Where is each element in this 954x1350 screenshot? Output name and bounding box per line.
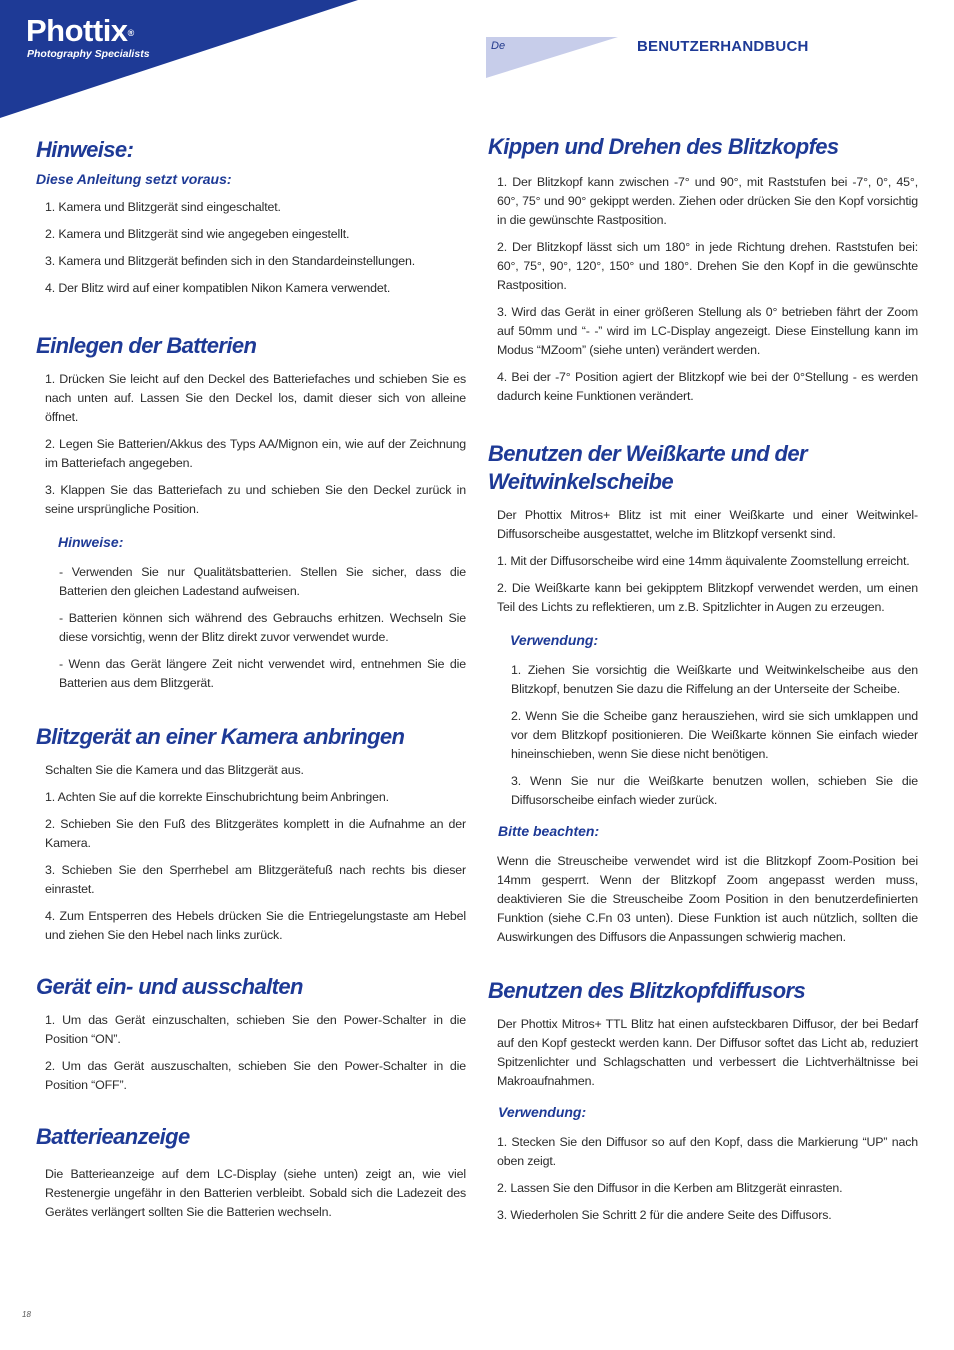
section-title: Gerät ein- und ausschalten: [36, 974, 303, 999]
section-batterien: [36, 332, 466, 693]
note-item: - Wenn das Gerät längere Zeit nicht verwendet wird, entnehmen Sie die Batterien aus dem Blitzgerät.: [59, 657, 466, 690]
note-item: - Verwenden Sie nur Qualitätsbatterien. Stellen Sie sicher, dass die Batterien den gleichen Ladestand aufweisen.: [59, 565, 466, 598]
logo-tagline: Photography Specialists: [27, 48, 150, 60]
list-item: 2. Der Blitzkopf lässt sich um 180° in jede Richtung drehen. Raststufen bei: 60°, 75°, 90°, 120°, 150° und 180°. Drehen Sie den Kopf in die gewünschte Rastposition.: [497, 240, 918, 292]
list-item: 3. Wiederholen Sie Schritt 2 für die andere Seite des Diffusors.: [497, 1208, 832, 1222]
list-item: 2. Die Weißkarte kann bei gekipptem Blitzkopf verwendet werden, um einen Teil des Lichts zu reflektieren, um z.B. Spitzlichter in Augen zu erzeugen.: [497, 581, 918, 614]
list-item: 1. Kamera und Blitzgerät sind eingeschaltet.: [45, 200, 281, 214]
intro-text: Schalten Sie die Kamera und das Blitzgerät aus.: [45, 763, 304, 777]
section-title: Einlegen der Batterien: [36, 333, 257, 358]
right-column: [488, 130, 918, 1233]
intro-text: Der Phottix Mitros+ Blitz ist mit einer Weißkarte und einer Weitwinkel-Diffusorscheibe ausgestattet, welche im Blitzkopf versenkt sind.: [497, 508, 918, 541]
section-einaus: [36, 973, 466, 1095]
section-diffusor: [488, 977, 918, 1225]
list-item: 4. Bei der -7° Position agiert der Blitzkopf wie bei der 0°Stellung - es werden dadurch keine Funktionen verändert.: [497, 370, 918, 403]
list-item: 2. Legen Sie Batterien/Akkus des Typs AA/Mignon ein, wie auf der Zeichnung im Batteriefach angegeben.: [45, 437, 466, 470]
language-code: De: [491, 40, 506, 52]
section-kippen: [488, 133, 918, 406]
list-item: 2. Kamera und Blitzgerät sind wie angegeben eingestellt.: [45, 227, 350, 241]
usage-title: Verwendung:: [510, 632, 599, 648]
paragraph: Die Batterieanzeige auf dem LC-Display (siehe unten) zeigt an, wie viel Restenergie ungefähr in den Batterien verbleibt. Sobald sich die Ladezeit des Gerätes verlängert sollten Sie die Batterien wechseln.: [45, 1167, 466, 1219]
list-item: 2. Um das Gerät auszuschalten, schieben Sie den Power-Schalter in die Position “OFF”.: [45, 1059, 466, 1092]
usage-item: 1. Ziehen Sie vorsichtig die Weißkarte und Weitwinkelscheibe aus den Blitzkopf, benutzen Sie dazu die Riffelung an der Unterseite der Scheibe.: [511, 663, 918, 696]
left-column: [36, 130, 466, 1230]
list-item: 1. Der Blitzkopf kann zwischen -7° und 90°, mit Raststufen bei -7°, 0°, 45°, 60°, 75° und 90° gekippt werden. Ziehen oder drücken Sie den Kopf vorsichtig in die gewünschte Rastposition.: [497, 175, 918, 227]
usage-item: 3. Wenn Sie nur die Weißkarte benutzen wollen, schieben Sie die Diffusorscheibe einfach wieder zurück.: [511, 774, 918, 807]
note-title: Bitte beachten:: [498, 823, 600, 839]
usage-item: 2. Wenn Sie die Scheibe ganz herausziehen, wird sie sich umklappen und vor dem Blitzkopf positionieren. Die Weißkarte können Sie einfach wieder hineinschieben, wenn Sie diese nicht benötigen.: [511, 709, 918, 761]
intro-text: Der Phottix Mitros+ TTL Blitz hat einen aufsteckbaren Diffusor, der bei Bedarf auf den Kopf gesteckt werden kann. Der Diffusor softet das Licht ab, reduziert Spitzenlichter und Schlagschatten und verbessert die Lichtverhältnisse bei Makroaufnahmen.: [497, 1017, 918, 1088]
note-text: Wenn die Streuscheibe verwendet wird ist die Blitzkopf Zoom-Position bei 14mm gesperrt. Wenn der Blitzkopf Zoom angepasst werden muss, deaktivieren Sie die Streuscheibe Zoom Position in den benutzerdefinierten Funktion (siehe C.Fn 03 unten). Diese Funktion ist auch nützlich, sollten die Auswirkungen des Diffusors die Anpassungen schwierig machen.: [497, 854, 918, 944]
list-item: 3. Schieben Sie den Sperrhebel am Blitzgerätefuß nach rechts bis dieser einrastet.: [45, 863, 466, 896]
list-item: 1. Um das Gerät einzuschalten, schieben Sie den Power-Schalter in die Position “ON”.: [45, 1013, 466, 1046]
list-item: 3. Klappen Sie das Batteriefach zu und schieben Sie den Deckel zurück in seine ursprüngliche Position.: [45, 483, 466, 516]
usage-block: [510, 631, 918, 810]
language-tab: [486, 37, 618, 78]
list-item: 2. Schieben Sie den Fuß des Blitzgerätes komplett in die Aufnahme an der Kamera.: [45, 817, 466, 850]
section-weisskarte: [488, 440, 918, 947]
notes-title: Hinweise:: [58, 534, 124, 550]
usage-title: Verwendung:: [498, 1104, 587, 1120]
note-item: - Batterien können sich während des Gebrauchs erhitzen. Wechseln Sie diese vorsichtig, wenn der Blitz direkt zuvor verwendet wurde.: [59, 611, 466, 644]
list-item: 4. Der Blitz wird auf einer kompatiblen Nikon Kamera verwendet.: [45, 281, 391, 295]
section-batterieanzeige: [36, 1123, 466, 1222]
section-title: Batterieanzeige: [36, 1124, 190, 1149]
section-title: Blitzgerät an einer Kamera anbringen: [36, 724, 405, 749]
logo-wordmark: Phottix: [26, 13, 128, 48]
page-number: 18: [22, 1310, 31, 1319]
list-item: 1. Drücken Sie leicht auf den Deckel des Batteriefaches und schieben Sie es nach unten auf. Lassen Sie den Deckel los, damit dieser sich von alleine öffnet.: [45, 372, 466, 424]
section-kamera: [36, 723, 466, 945]
list-item: 3. Kamera und Blitzgerät befinden sich in den Standardeinstellungen.: [45, 254, 416, 268]
list-item: 3. Wird das Gerät in einer größeren Stellung als 0° betrieben fährt der Zoom auf 50mm und “- -” wird im LC-Display angezeigt. Diese Einstellung kann im Modus “MZoom” (siehe unten) verändert werden.: [497, 305, 918, 357]
notes-block: [58, 533, 466, 693]
section-title: Kippen und Drehen des Blitzkopfes: [488, 134, 839, 159]
section-title: Benutzen des Blitzkopfdiffusors: [488, 978, 806, 1003]
registered-mark: ®: [127, 28, 134, 38]
document-title: BENUTZERHANDBUCH: [637, 38, 809, 55]
list-item: 1. Stecken Sie den Diffusor so auf den Kopf, dass die Markierung “UP” nach oben zeigt.: [497, 1135, 918, 1168]
phottix-logo: [26, 14, 150, 60]
section-hinweise: [36, 136, 466, 298]
list-item: 1. Achten Sie auf die korrekte Einschubrichtung beim Anbringen.: [45, 790, 389, 804]
section-subtitle: Diese Anleitung setzt voraus:: [36, 171, 232, 187]
section-title: Hinweise:: [36, 137, 134, 162]
list-item: 2. Lassen Sie den Diffusor in die Kerben am Blitzgerät einrasten.: [497, 1181, 843, 1195]
section-title: Benutzen der Weißkarte und der Weitwinkelscheibe: [488, 441, 807, 494]
list-item: 1. Mit der Diffusorscheibe wird eine 14mm äquivalente Zoomstellung erreicht.: [497, 554, 910, 568]
list-item: 4. Zum Entsperren des Hebels drücken Sie die Entriegelungstaste am Hebel und ziehen Sie den Hebel nach links zurück.: [45, 909, 466, 942]
